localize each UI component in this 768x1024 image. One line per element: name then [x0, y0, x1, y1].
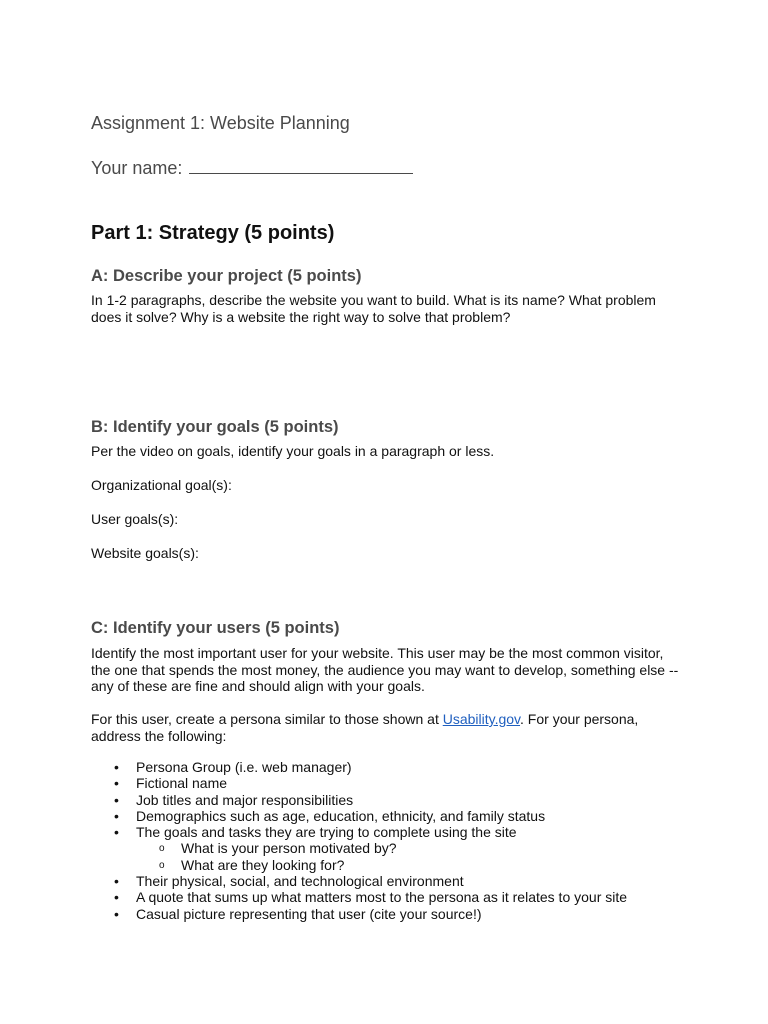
- list-item: • Their physical, social, and technological environment: [114, 873, 464, 890]
- section-a-body-line: In 1-2 paragraphs, describe the website you want to build. What is its name? What problem: [91, 292, 656, 308]
- name-blank-line: [189, 155, 413, 174]
- bullet-icon: •: [114, 791, 119, 808]
- list-item: • Persona Group (i.e. web manager): [114, 759, 352, 775]
- user-goals-label: User goals(s):: [91, 511, 179, 527]
- persona-intro-suffix: . For your persona,: [520, 711, 639, 727]
- usability-gov-link[interactable]: Usability.gov: [442, 711, 521, 727]
- bullet-icon: •: [114, 759, 119, 775]
- website-goals-label: Website goals(s):: [91, 545, 199, 561]
- sub-bullet-icon: o: [159, 859, 165, 871]
- list-item: • Job titles and major responsibilities: [114, 791, 354, 808]
- name-label: Your name:: [91, 158, 183, 178]
- bullet-icon: •: [114, 824, 119, 841]
- section-c-heading: C: Identify your users (5 points): [91, 619, 340, 637]
- section-c-line: [91, 711, 691, 728]
- organizational-goals-label: Organizational goal(s):: [91, 477, 232, 493]
- persona-intro-text: For this user, create a persona similar to those shown at: [91, 711, 443, 727]
- bullet-icon: •: [114, 873, 119, 890]
- section-c-line: address the following:: [91, 727, 227, 744]
- sub-bullet-icon: o: [159, 843, 165, 855]
- list-item: • Demographics such as age, education, ethnicity, and family status: [114, 807, 546, 824]
- section-b-heading: B: Identify your goals (5 points): [91, 418, 339, 436]
- section-c-paragraph-2: [91, 711, 691, 744]
- section-b-intro: Per the video on goals, identify your goals in a paragraph or less.: [91, 443, 495, 459]
- section-c-line: Identify the most important user for your website. This user may be the most common visitor,: [91, 645, 664, 661]
- persona-requirements-list: [91, 759, 691, 922]
- list-item: • The goals and tasks they are trying to complete using the site: [114, 824, 517, 841]
- section-a-body-line: does it solve? Why is a website the right way to solve that problem?: [91, 308, 511, 325]
- sub-list-item: o What is your person motivated by?: [159, 840, 397, 857]
- bullet-icon: •: [114, 775, 119, 792]
- bullet-icon: •: [114, 889, 119, 906]
- part1-heading: Part 1: Strategy (5 points): [91, 222, 335, 244]
- bullet-icon: •: [114, 807, 119, 824]
- list-item: • A quote that sums up what matters most to the persona as it relates to your site: [114, 889, 628, 906]
- sub-list-item: o What are they looking for?: [159, 856, 345, 873]
- section-c-line: any of these are fine and should align with your goals.: [91, 678, 425, 694]
- list-item: • Casual picture representing that user (cite your source!): [114, 905, 482, 922]
- assignment-title: Assignment 1: Website Planning: [91, 113, 350, 133]
- name-field-row: [91, 155, 413, 179]
- bullet-icon: •: [114, 905, 119, 922]
- section-c-paragraph-1: [91, 645, 691, 695]
- list-item: • Fictional name: [114, 775, 228, 792]
- section-c-line: the one that spends the most money, the audience you may want to develop, something else --: [91, 661, 679, 678]
- section-a-heading: A: Describe your project (5 points): [91, 267, 362, 285]
- section-a-body: [91, 292, 691, 325]
